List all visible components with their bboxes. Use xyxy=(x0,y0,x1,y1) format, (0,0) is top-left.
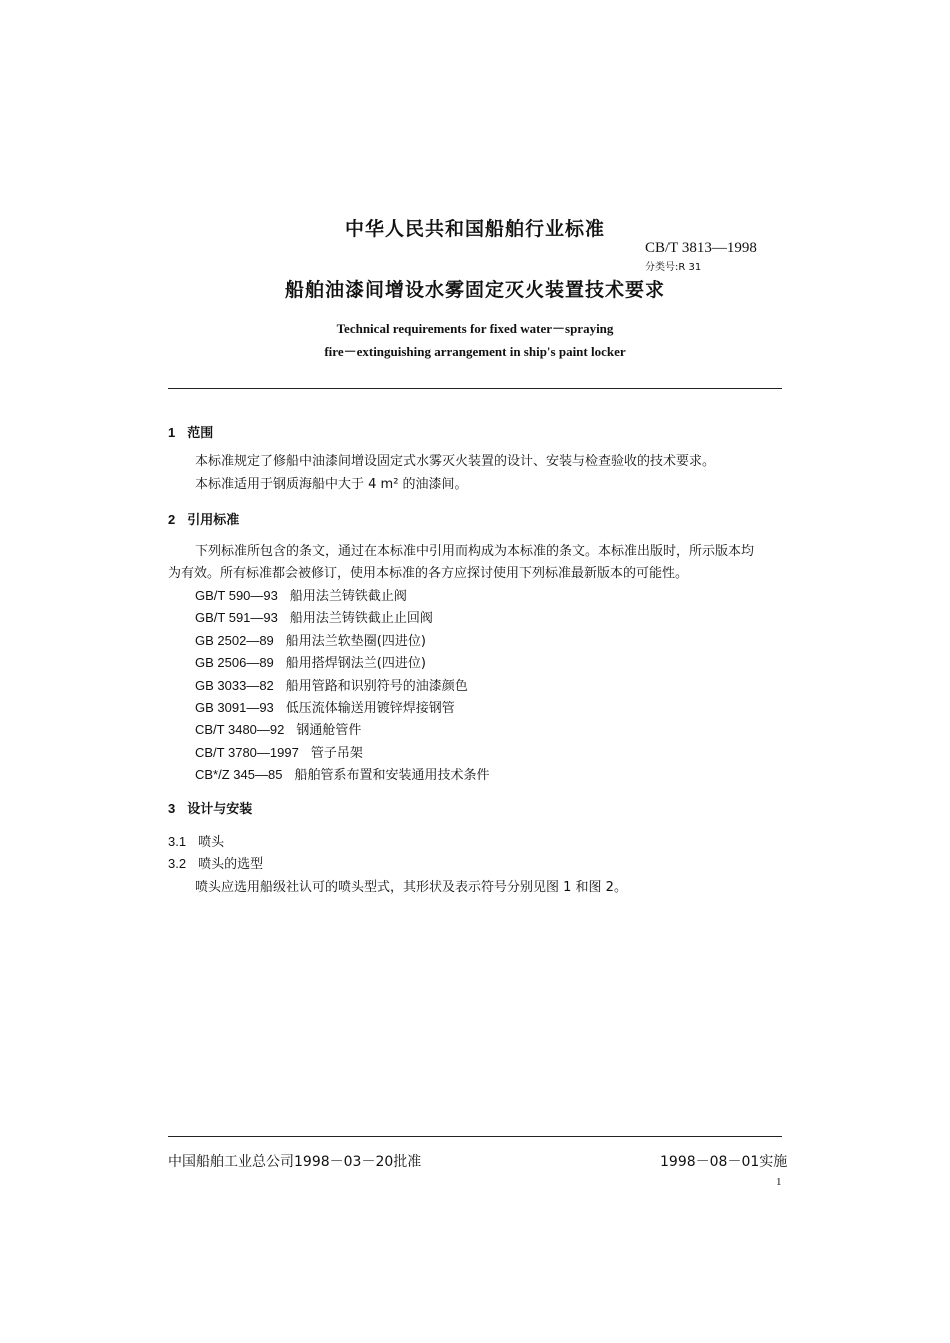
section-3-number: 3 xyxy=(168,801,176,816)
standard-type-heading: 中华人民共和国船舶行业标准 xyxy=(344,218,605,240)
section-2-heading xyxy=(168,509,239,528)
section-1-para-2: 本标准适用于钢质海船中大于 4 m² 的油漆间。 xyxy=(195,477,468,492)
subsection-3-2-title: 喷头的选型 xyxy=(198,857,264,872)
reference-item xyxy=(195,585,407,604)
reference-code: GB 2502—89 xyxy=(195,633,274,648)
reference-item xyxy=(195,697,455,716)
section-3-title: 设计与安装 xyxy=(187,802,253,817)
reference-title: 船舶管系布置和安装通用技术条件 xyxy=(294,768,490,783)
subsection-3-1-heading xyxy=(168,831,224,850)
reference-title: 船用法兰铸铁截止止回阀 xyxy=(289,611,433,626)
reference-title: 船用法兰软垫圈(四进位) xyxy=(285,634,426,649)
subsection-3-2-heading xyxy=(168,853,263,872)
page-number: 1 xyxy=(776,1176,782,1188)
section-1-number: 1 xyxy=(168,425,176,440)
reference-code: GB/T 590—93 xyxy=(195,588,278,603)
section-2-title: 引用标准 xyxy=(187,513,240,528)
reference-code: CB/T 3780—1997 xyxy=(195,745,299,760)
document-title-cn: 船舶油漆间增设水雾固定灭火装置技术要求 xyxy=(284,279,665,301)
reference-title: 船用管路和识别符号的油漆颜色 xyxy=(285,679,468,694)
reference-code: GB/T 591—93 xyxy=(195,610,278,625)
reference-code: GB 2506—89 xyxy=(195,655,274,670)
reference-title: 低压流体输送用镀锌焊接钢管 xyxy=(285,701,455,716)
approval-statement: 中国船舶工业总公司1998－03－20批准 xyxy=(168,1154,422,1170)
subsection-3-2-number: 3.2 xyxy=(168,856,187,871)
implementation-date: 1998－08－01实施 xyxy=(660,1154,788,1170)
reference-item xyxy=(195,630,426,649)
header-divider xyxy=(168,388,782,389)
section-2-para-line-2: 为有效。所有标准都会被修订，使用本标准的各方应探讨使用下列标准最新版本的可能性。 xyxy=(168,566,689,581)
section-2-para-line-1: 下列标准所包含的条文，通过在本标准中引用而构成为本标准的条文。本标准出版时，所示版本均 xyxy=(195,544,755,559)
section-1-heading xyxy=(168,422,213,441)
standard-code: CB/T 3813—1998 xyxy=(645,240,757,256)
reference-item xyxy=(195,652,426,671)
reference-code: GB 3091—93 xyxy=(195,700,274,715)
reference-item xyxy=(195,742,363,761)
section-3-heading xyxy=(168,798,252,817)
subsection-3-2-para: 喷头应选用船级社认可的喷头型式，其形状及表示符号分别见图 1 和图 2。 xyxy=(195,880,627,895)
section-1-title: 范围 xyxy=(187,426,214,441)
reference-code: CB*/Z 345—85 xyxy=(195,767,283,782)
reference-code: GB 3033—82 xyxy=(195,678,274,693)
classification-number: 分类号:R 31 xyxy=(645,262,702,273)
section-2-number: 2 xyxy=(168,512,176,527)
reference-title: 管子吊架 xyxy=(310,746,363,761)
document-title-en-line2: fire－extinguishing arrangement in ship's paint locker xyxy=(324,344,626,359)
reference-title: 船用搭焊钢法兰(四进位) xyxy=(285,656,426,671)
section-1-para-1: 本标准规定了修船中油漆间增设固定式水雾灭火装置的设计、安装与检查验收的技术要求。 xyxy=(195,454,716,469)
reference-title: 船用法兰铸铁截止阀 xyxy=(289,589,407,604)
reference-title: 钢通舱管件 xyxy=(296,723,362,738)
footer-divider xyxy=(168,1136,782,1137)
document-title-en-line1: Technical requirements for fixed water－spraying xyxy=(336,321,614,336)
reference-item xyxy=(195,719,361,738)
reference-item xyxy=(195,764,489,783)
reference-item xyxy=(195,607,433,626)
subsection-3-1-number: 3.1 xyxy=(168,834,187,849)
subsection-3-1-title: 喷头 xyxy=(198,835,225,850)
reference-item xyxy=(195,675,468,694)
reference-code: CB/T 3480—92 xyxy=(195,722,285,737)
